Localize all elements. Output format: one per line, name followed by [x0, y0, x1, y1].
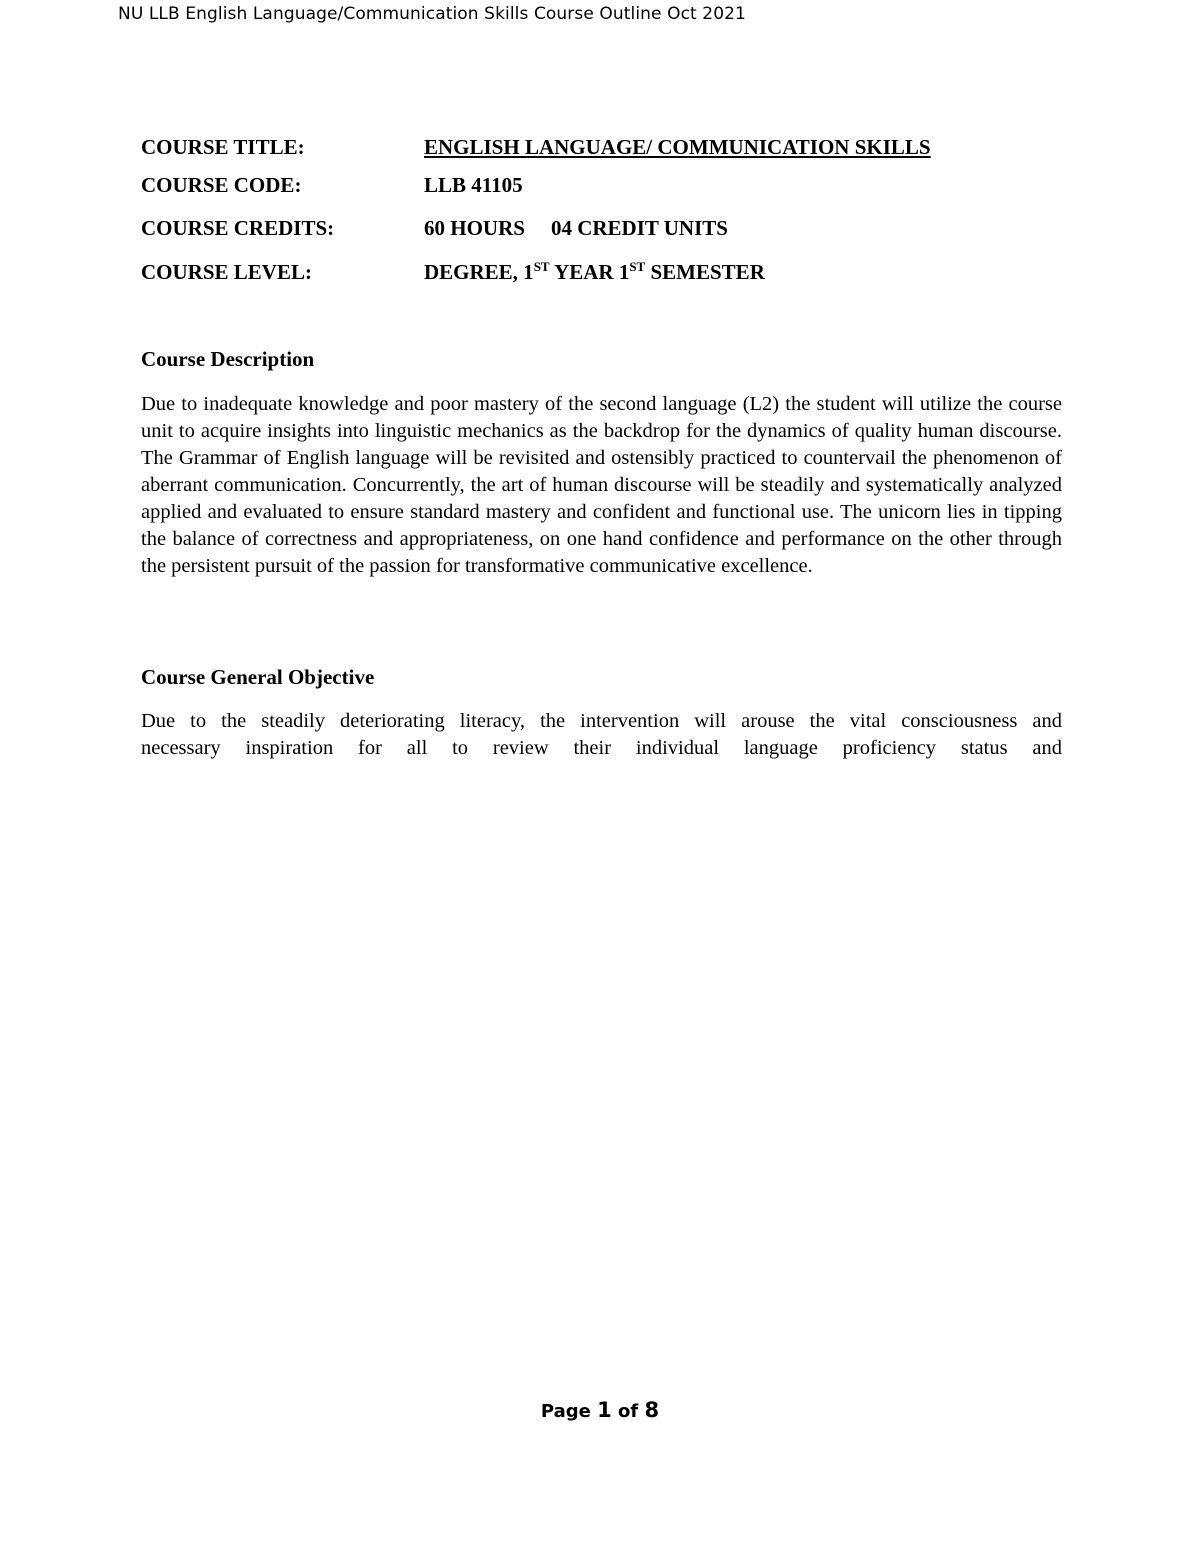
course-description-heading: Course Description	[141, 347, 315, 371]
course-level-value	[424, 260, 765, 285]
course-description-text: Due to inadequate knowledge and poor mastery of the second language (L2) the student will utilize the course unit to acquire insights into linguistic mechanics as the backdrop for the dynamics of quality human discourse. The Grammar of English language will be revisited and ostensibly practiced to countervail the phenomenon of aberrant communication. Concurrently, the art of human discourse will be steadily and systematically analyzed applied and evaluated to ensure standard mastery and confident and functional use. The unicorn lies in tipping the balance of correctness and appropriateness, on one hand confidence and performance on the other through the persistent pursuit of the passion for transformative communicative excellence.	[141, 393, 1062, 577]
page-header: NU LLB English Language/Communication Skills Course Outline Oct 2021	[118, 4, 746, 24]
course-title-label: COURSE TITLE:	[141, 135, 305, 159]
course-code-value: LLB 41105	[424, 173, 523, 197]
course-code-label: COURSE CODE:	[141, 173, 302, 197]
level-superscript-1: ST	[533, 259, 550, 274]
course-credits-value	[424, 216, 728, 241]
credits-hours: 60 HOURS	[424, 216, 525, 240]
objective-line-1: Due to the steadily deteriorating literacy, the intervention will arouse the vital consciousness and	[141, 710, 1062, 732]
of-word: of	[618, 1401, 639, 1422]
course-level-label: COURSE LEVEL:	[141, 260, 312, 284]
objective-line-2: necessary inspiration for all to review their individual language proficiency status and	[141, 737, 1062, 759]
level-superscript-2: ST	[629, 259, 646, 274]
course-objective-text	[141, 708, 1062, 762]
course-objective-heading: Course General Objective	[141, 665, 375, 689]
page-word: Page	[540, 1401, 591, 1422]
credits-units: 04 CREDIT UNITS	[550, 216, 728, 240]
level-text-1: DEGREE, 1	[424, 260, 534, 284]
course-credits-label: COURSE CREDITS:	[141, 216, 335, 240]
level-text-2: YEAR 1	[549, 260, 630, 284]
page-footer	[0, 1398, 1200, 1422]
level-text-3: SEMESTER	[645, 260, 765, 284]
page-number: 1	[597, 1398, 612, 1422]
course-title-value: ENGLISH LANGUAGE/ COMMUNICATION SKILLS	[424, 135, 931, 159]
page-total: 8	[644, 1398, 660, 1422]
